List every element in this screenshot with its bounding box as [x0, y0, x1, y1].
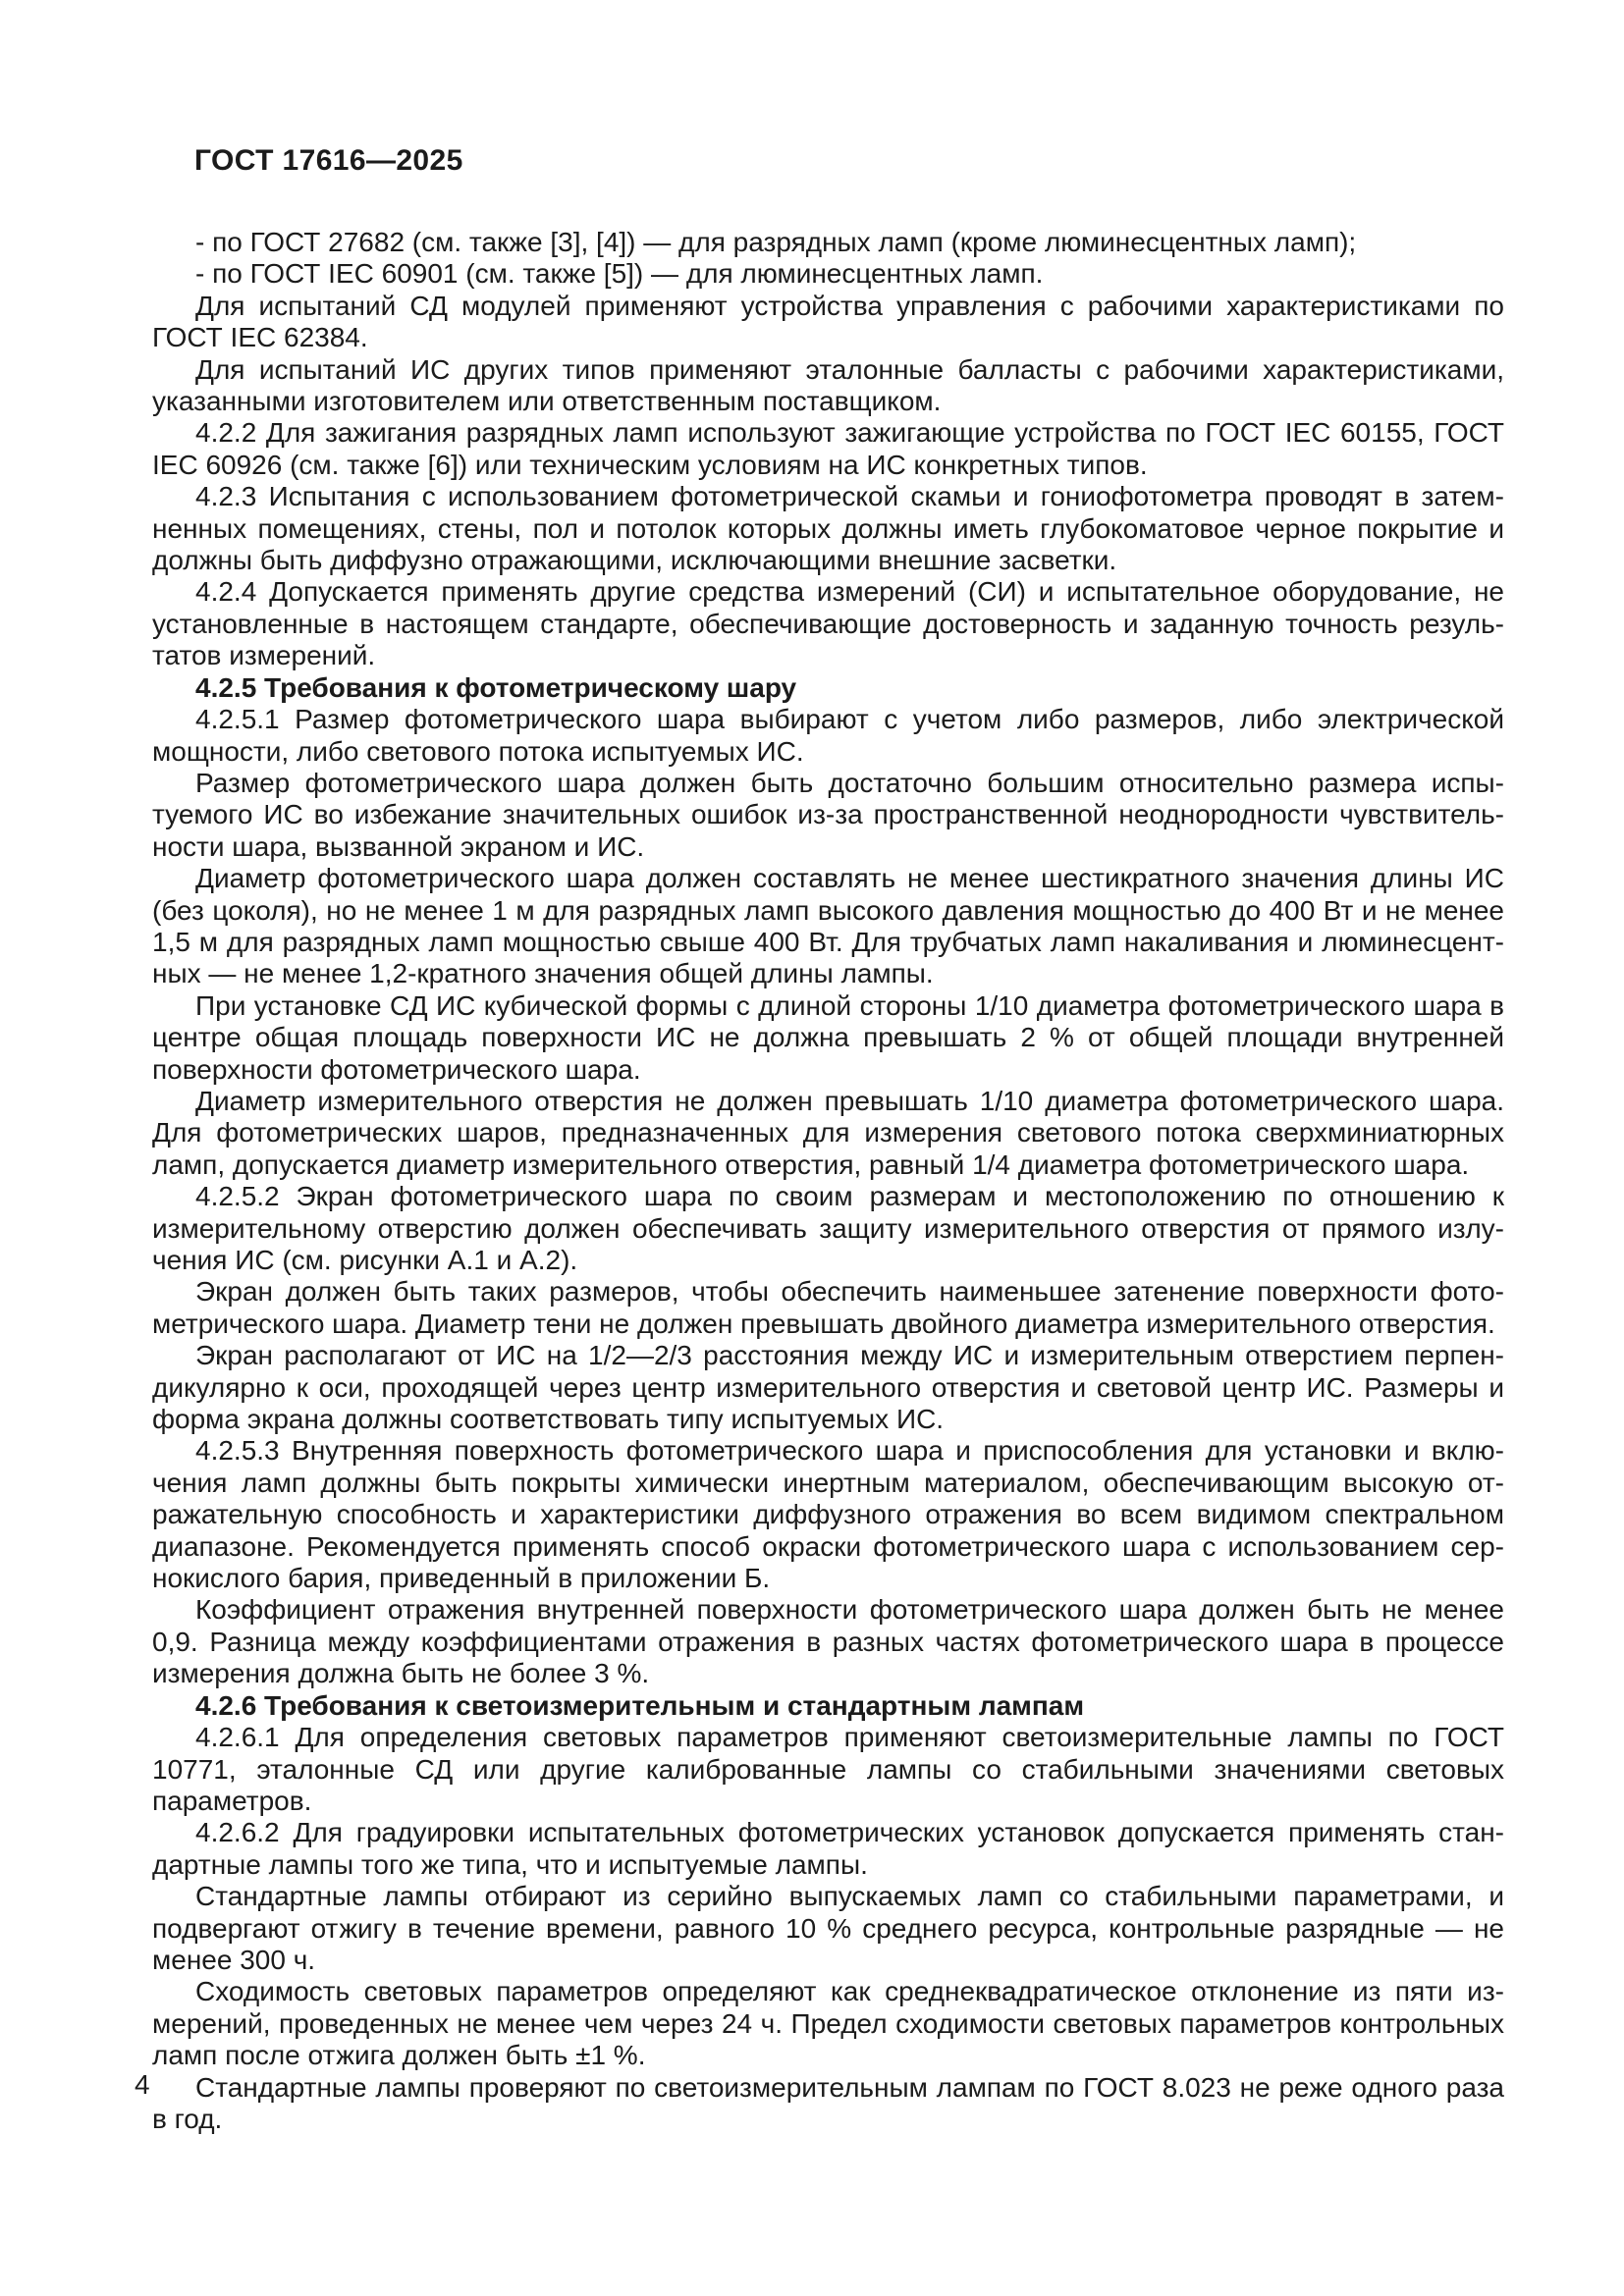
- running-header: ГОСТ 17616—2025: [194, 144, 463, 177]
- document-body: [152, 227, 1504, 2135]
- paragraph: - по ГОСТ IEC 60901 (см. также [5]) — для люминесцентных ламп.: [195, 258, 1044, 290]
- section-heading: 4.2.5 Требования к фотометрическому шару: [195, 671, 797, 703]
- paragraph: Коэффициент отражения внутренней поверхности фотометрического шара должен быть не менее 0,9. Разница между коэффициентами отражения в разных частях фотометрического шара в процессе измерения должна быть не более 3 %.: [152, 1594, 1504, 1689]
- section-heading: 4.2.6 Требования к светоизмерительным и стандартным лампам: [195, 1689, 1085, 1721]
- paragraph: Стандартные лампы проверяют по светоизмерительным лампам по ГОСТ 8.023 не реже одного раза в год.: [152, 2071, 1504, 2134]
- paragraph: Диаметр измерительного отверстия не должен превышать 1/10 диаметра фотометрического шара. Для фотометрических шаров, предназначенных для измерения светового потока сверхминиатюрных ламп, допускается диаметр измерительного отверстия, равный 1/4 диаметра фотометрического шара.: [152, 1085, 1504, 1180]
- paragraph: 4.2.6.2 Для градуировки испытательных фотометрических установок допускается применять стандартные лампы того же типа, что и испытуемые лампы.: [152, 1817, 1504, 1880]
- paragraph: 4.2.4 Допускается применять другие средства измерений (СИ) и испытательное оборудование, не установленные в настоящем стандарте, обеспечивающие достоверность и заданную точность результатов измерений.: [152, 576, 1504, 671]
- paragraph: - по ГОСТ 27682 (см. также [3], [4]) — для разрядных ламп (кроме люминесцентных ламп);: [195, 227, 1357, 257]
- paragraph: Для испытаний СД модулей применяют устройства управления с рабочими характеристиками по ГОСТ IEC 62384.: [152, 290, 1504, 353]
- paragraph: При установке СД ИС кубической формы с длиной стороны 1/10 диаметра фотометрического шара в центре общая площадь поверхности ИС не должна превышать 2 % от общей площади внутренней поверхности фотометрического шара.: [152, 989, 1504, 1085]
- paragraph: Для испытаний ИС других типов применяют эталонные балласты с рабочими характеристиками, указанными изготовителем или ответственным поставщиком.: [152, 353, 1504, 417]
- paragraph: Диаметр фотометрического шара должен составлять не менее шестикратного значения длины ИС (без цоколя), но не менее 1 м для разрядных ламп высокого давления мощностью до 400 Вт и не менее 1,5 м для разрядных ламп мощностью свыше 400 Вт. Для трубчатых ламп накаливания и люминесцентных — не менее 1,2-кратного значения общей длины лампы.: [152, 863, 1504, 989]
- paragraph: Экран должен быть таких размеров, чтобы обеспечить наименьшее затенение поверхности фотометрического шара. Диаметр тени не должен превышать двойного диаметра измерительного отверстия.: [152, 1276, 1504, 1339]
- paragraph: 4.2.6.1 Для определения световых параметров применяют светоизмерительные лампы по ГОСТ 10771, эталонные СД или другие калиброванные лампы со стабильными значениями световых параметров.: [152, 1722, 1504, 1816]
- paragraph: 4.2.5.2 Экран фотометрического шара по своим размерам и местоположению по отношению к измерительному отверстию должен обеспечивать защиту измерительного отверстия от прямого излучения ИС (см. рисунки А.1 и А.2).: [152, 1181, 1504, 1275]
- paragraph: Экран располагают от ИС на 1/2—2/3 расстояния между ИС и измерительным отверстием перпендикулярно к оси, проходящей через центр измерительного отверстия и световой центр ИС. Размеры и форма экрана должны соответствовать типу испытуемых ИС.: [152, 1340, 1504, 1435]
- page-number: 4: [135, 2069, 150, 2100]
- paragraph: 4.2.3 Испытания с использованием фотометрической скамьи и гониофотометра проводят в затемненных помещениях, стены, пол и потолок которых должны иметь глубокоматовое черное покрытие и должны быть диффузно отражающими, исключающими внешние засветки.: [152, 481, 1504, 576]
- paragraph: 4.2.2 Для зажигания разрядных ламп используют зажигающие устройства по ГОСТ IEC 60155, ГОСТ IEC 60926 (см. также [6]) или техническим условиям на ИС конкретных типов.: [152, 417, 1504, 480]
- paragraph: Сходимость световых параметров определяют как среднеквадратическое отклонение из пяти измерений, проведенных не менее чем через 24 ч. Предел сходимости световых параметров контрольных ламп после отжига должен быть ±1 %.: [152, 1976, 1504, 2071]
- paragraph: Стандартные лампы отбирают из серийно выпускаемых ламп со стабильными параметрами, и подвергают отжигу в течение времени, равного 10 % среднего ресурса, контрольные разрядные — не менее 300 ч.: [152, 1881, 1504, 1975]
- paragraph: 4.2.5.1 Размер фотометрического шара выбирают с учетом либо размеров, либо электрической мощности, либо светового потока испытуемых ИС.: [152, 704, 1504, 767]
- paragraph: Размер фотометрического шара должен быть достаточно большим относительно размера испытуемого ИС во избежание значительных ошибок из-за пространственной неоднородности чувствительности шара, вызванной экраном и ИС.: [152, 767, 1504, 862]
- paragraph: 4.2.5.3 Внутренняя поверхность фотометрического шара и приспособления для установки и включения ламп должны быть покрыты химически инертным материалом, обеспечивающим высокую отражательную способность и характеристики диффузного отражения во всем видимом спектральном диапазоне. Рекомендуется применять способ окраски фотометрического шара с использованием сернокислого бария, приведенный в приложении Б.: [152, 1435, 1504, 1594]
